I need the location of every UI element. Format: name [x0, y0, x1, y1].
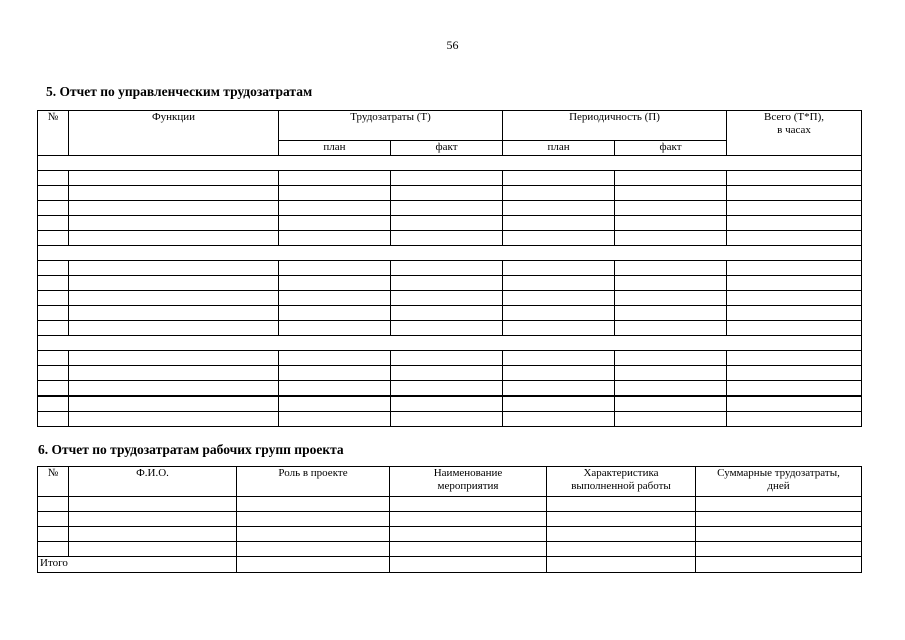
table-cell — [38, 412, 69, 427]
header-total-days-line1: Суммарные трудозатраты, — [717, 467, 840, 479]
table-cell — [615, 381, 727, 397]
table-cell — [38, 201, 69, 216]
table-cell — [727, 276, 862, 291]
workgroup-labor-table — [37, 466, 862, 573]
table-cell — [237, 527, 390, 542]
table-cell — [696, 527, 862, 542]
table-cell — [391, 171, 503, 186]
table-cell — [391, 396, 503, 412]
table-cell — [390, 527, 547, 542]
table-cell — [727, 351, 862, 366]
header-labor-plan: план — [279, 141, 391, 156]
table-cell — [547, 542, 696, 557]
table-cell — [391, 412, 503, 427]
table-cell — [69, 201, 279, 216]
header-total-days-line2: дней — [767, 480, 790, 492]
table-cell — [503, 261, 615, 276]
table-cell — [391, 366, 503, 381]
table-cell — [615, 366, 727, 381]
table-cell — [69, 231, 279, 246]
table-cell — [391, 201, 503, 216]
table-row — [38, 351, 862, 366]
table-cell — [69, 276, 279, 291]
table-cell — [503, 276, 615, 291]
table-cell — [69, 381, 279, 397]
table-cell — [503, 216, 615, 231]
table-cell — [615, 291, 727, 306]
table-row — [38, 291, 862, 306]
table-cell — [38, 276, 69, 291]
table-row — [38, 171, 862, 186]
table-cell — [391, 231, 503, 246]
table-row — [38, 201, 862, 216]
table-row — [38, 366, 862, 381]
table-cell — [503, 396, 615, 412]
header-periodicity: Периодичность (П) — [503, 111, 727, 141]
table-cell — [237, 512, 390, 527]
table-cell — [727, 306, 862, 321]
table-cell — [503, 412, 615, 427]
table-cell — [390, 542, 547, 557]
table-cell — [547, 527, 696, 542]
table-cell — [69, 497, 237, 512]
table-cell — [38, 527, 69, 542]
table-row — [38, 396, 862, 412]
table-cell — [615, 261, 727, 276]
table-cell — [727, 216, 862, 231]
table-row — [38, 527, 862, 542]
page-number: 56 — [446, 38, 459, 52]
table-cell — [503, 231, 615, 246]
table-cell — [279, 366, 391, 381]
table-row — [38, 497, 862, 512]
table-cell — [38, 542, 69, 557]
table-body — [38, 156, 862, 427]
header-event-line2: мероприятия — [437, 480, 499, 492]
header-work-line1: Характеристика — [583, 467, 659, 479]
table-cell — [727, 186, 862, 201]
header-total-line2: в часах — [777, 124, 811, 136]
table-row — [38, 306, 862, 321]
header-total-days — [696, 467, 862, 497]
total-label: Итого — [38, 557, 237, 573]
header-total — [727, 111, 862, 156]
table-cell — [503, 171, 615, 186]
table-row — [38, 231, 862, 246]
table-cell — [615, 186, 727, 201]
header-num: № — [38, 467, 69, 497]
header-functions: Функции — [69, 111, 279, 156]
table-cell — [38, 381, 69, 397]
table-cell — [391, 321, 503, 336]
table-cell — [279, 396, 391, 412]
table-cell — [69, 291, 279, 306]
table-cell — [503, 381, 615, 397]
table-cell — [390, 512, 547, 527]
table-cell — [615, 321, 727, 336]
table-header-row — [38, 111, 862, 141]
table-row — [38, 261, 862, 276]
table-cell — [615, 351, 727, 366]
header-work — [547, 467, 696, 497]
table-body — [38, 497, 862, 557]
table-cell — [279, 171, 391, 186]
table-cell — [69, 171, 279, 186]
table-cell — [391, 291, 503, 306]
table-cell — [38, 231, 69, 246]
table-cell — [38, 396, 69, 412]
table-cell — [38, 171, 69, 186]
table-cell — [279, 351, 391, 366]
table-cell — [615, 216, 727, 231]
table-cell — [615, 306, 727, 321]
table-cell — [69, 186, 279, 201]
table-header-row — [38, 467, 862, 497]
table-cell — [503, 366, 615, 381]
table-cell — [727, 321, 862, 336]
table-cell — [279, 201, 391, 216]
table-cell — [69, 261, 279, 276]
header-event-line1: Наименование — [433, 467, 503, 479]
table-cell — [391, 381, 503, 397]
table-cell — [279, 306, 391, 321]
table-cell — [279, 261, 391, 276]
table-cell — [503, 291, 615, 306]
table-cell — [69, 512, 237, 527]
table-cell — [390, 557, 547, 573]
table-cell — [696, 557, 862, 573]
table-cell — [391, 261, 503, 276]
header-fio: Ф.И.О. — [69, 467, 237, 497]
table-row — [38, 321, 862, 336]
table-cell — [696, 497, 862, 512]
table-cell — [69, 412, 279, 427]
table-cell — [279, 231, 391, 246]
table-cell — [279, 381, 391, 397]
section-5-title: 5. Отчет по управленческим трудозатратам — [46, 84, 313, 99]
table-cell — [38, 497, 69, 512]
table-cell — [503, 351, 615, 366]
table-cell — [696, 542, 862, 557]
header-num: № — [38, 111, 69, 156]
group-row — [38, 336, 862, 351]
header-role: Роль в проекте — [237, 467, 390, 497]
header-period-plan: план — [503, 141, 615, 156]
group-row — [38, 246, 862, 261]
table-cell — [615, 412, 727, 427]
table-cell — [69, 306, 279, 321]
table-cell — [69, 351, 279, 366]
table-cell — [503, 201, 615, 216]
table-cell — [615, 276, 727, 291]
table-cell — [279, 291, 391, 306]
table-cell — [38, 306, 69, 321]
group-row — [38, 156, 862, 171]
header-labor-fact: факт — [391, 141, 503, 156]
header-event — [390, 467, 547, 497]
table-row — [38, 216, 862, 231]
table-cell — [391, 351, 503, 366]
table-cell — [391, 186, 503, 201]
table-cell — [38, 351, 69, 366]
table-cell — [38, 186, 69, 201]
table-cell — [503, 321, 615, 336]
table-cell — [38, 321, 69, 336]
table-cell — [727, 261, 862, 276]
table-cell — [727, 381, 862, 397]
table-cell — [391, 306, 503, 321]
table-row — [38, 276, 862, 291]
table-cell — [69, 527, 237, 542]
table-cell — [727, 231, 862, 246]
table-cell — [279, 412, 391, 427]
total-row — [38, 557, 862, 573]
table-cell — [503, 306, 615, 321]
table-row — [38, 412, 862, 427]
table-cell — [615, 171, 727, 186]
table-cell — [279, 186, 391, 201]
header-labor: Трудозатраты (Т) — [279, 111, 503, 141]
header-work-line2: выполненной работы — [571, 480, 671, 492]
table-cell — [38, 246, 862, 261]
table-cell — [547, 512, 696, 527]
table-cell — [237, 557, 390, 573]
table-cell — [237, 497, 390, 512]
table-cell — [547, 497, 696, 512]
management-labor-table — [37, 110, 862, 427]
table-cell — [237, 542, 390, 557]
table-cell — [38, 156, 862, 171]
table-cell — [727, 171, 862, 186]
table-cell — [38, 261, 69, 276]
table-cell — [279, 321, 391, 336]
table-cell — [391, 276, 503, 291]
table-cell — [38, 291, 69, 306]
table-cell — [38, 216, 69, 231]
table-cell — [69, 366, 279, 381]
section-6-title: 6. Отчет по трудозатратам рабочих групп проекта — [38, 442, 344, 457]
table-row — [38, 542, 862, 557]
table-cell — [727, 396, 862, 412]
table-cell — [69, 396, 279, 412]
table-cell — [69, 216, 279, 231]
table-cell — [69, 321, 279, 336]
table-cell — [727, 366, 862, 381]
table-cell — [547, 557, 696, 573]
table-cell — [38, 512, 69, 527]
table-cell — [279, 216, 391, 231]
table-cell — [615, 231, 727, 246]
header-total-line1: Всего (Т*П), — [764, 111, 824, 123]
table-cell — [727, 291, 862, 306]
table-cell — [390, 497, 547, 512]
table-cell — [391, 216, 503, 231]
table-cell — [38, 336, 862, 351]
table-row — [38, 381, 862, 397]
table-cell — [279, 276, 391, 291]
table-row — [38, 512, 862, 527]
table-cell — [503, 186, 615, 201]
header-period-fact: факт — [615, 141, 727, 156]
table-cell — [69, 542, 237, 557]
table-cell — [615, 201, 727, 216]
table-cell — [38, 366, 69, 381]
table-cell — [615, 396, 727, 412]
table-cell — [727, 412, 862, 427]
table-cell — [696, 512, 862, 527]
table-row — [38, 186, 862, 201]
table-cell — [727, 201, 862, 216]
